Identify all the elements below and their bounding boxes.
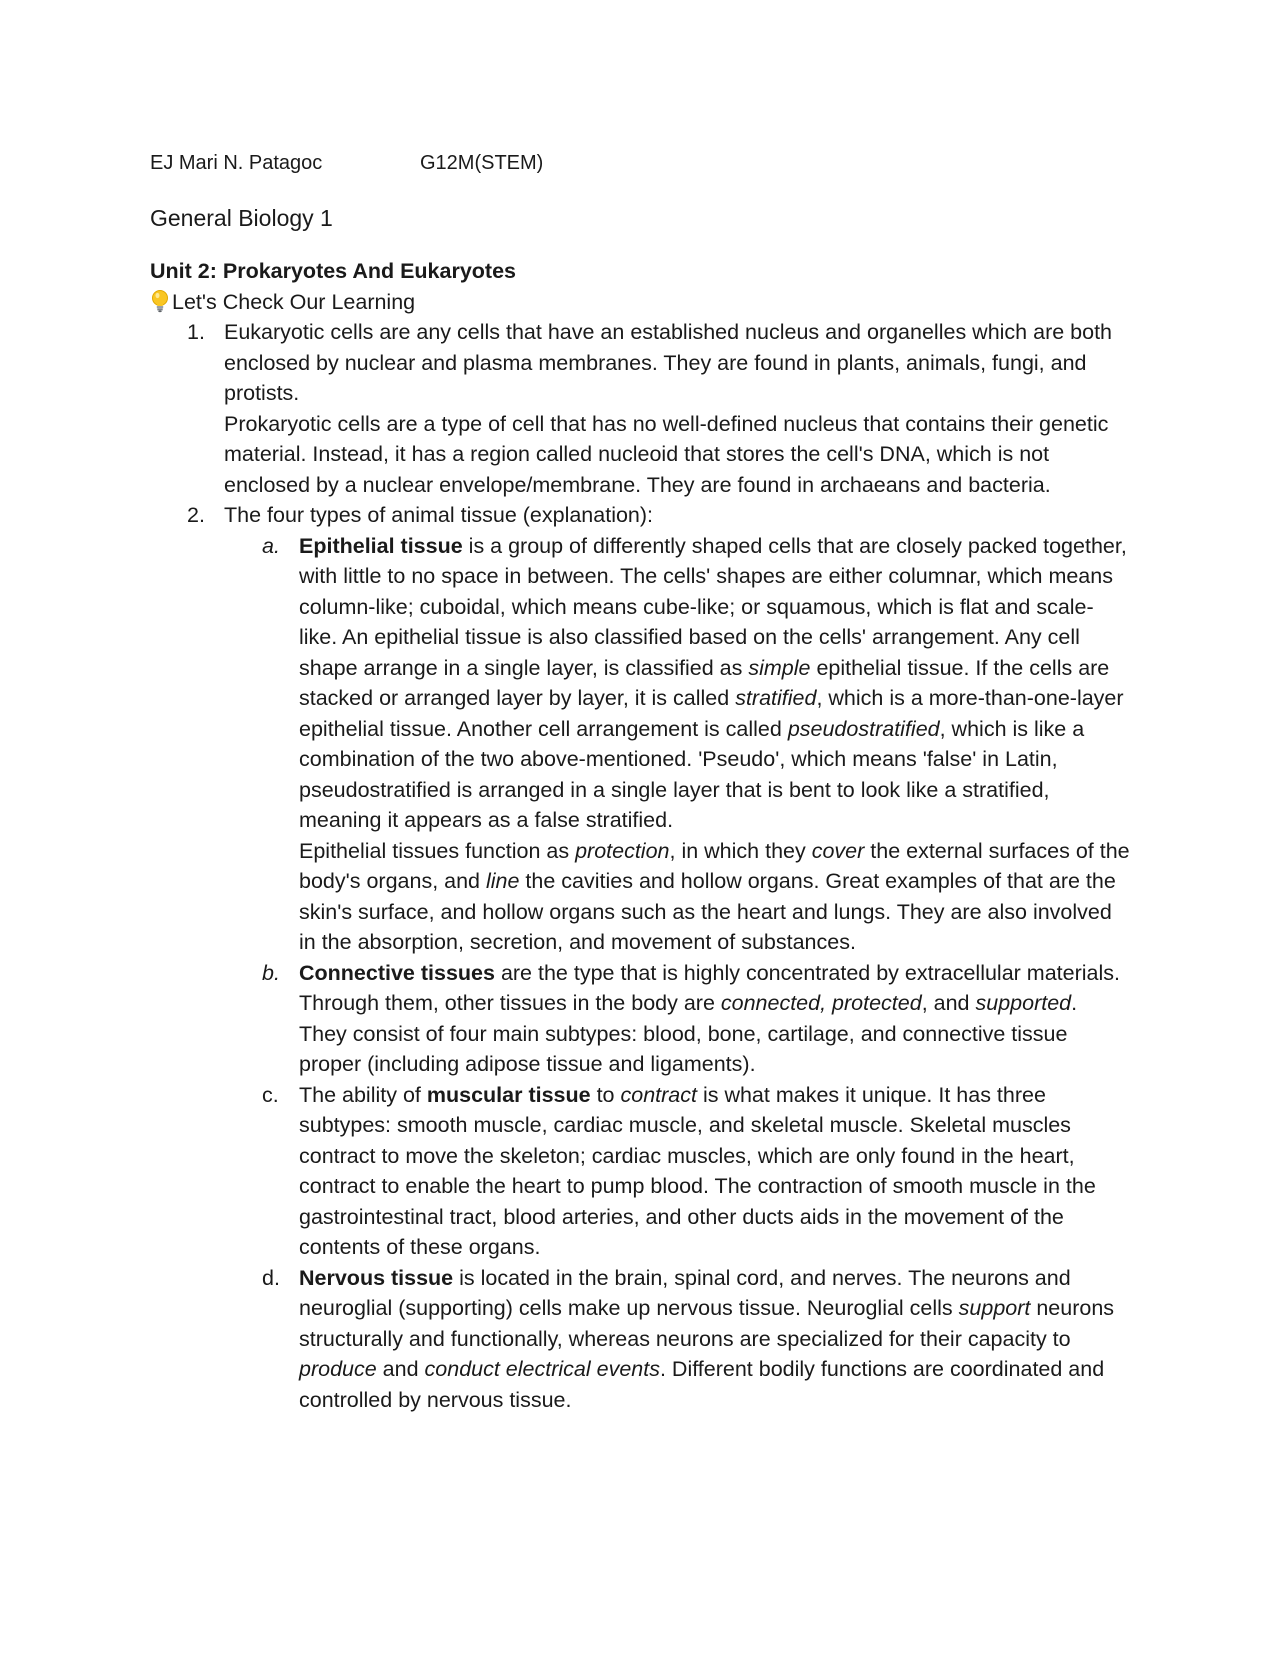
sub-item-connective — [224, 958, 1130, 1080]
text-run: neurons structurally and functionally, whereas neurons are specialized for their capacity to — [299, 1296, 1115, 1351]
text-run: , and — [921, 991, 976, 1015]
tissue-intro: The four types of animal tissue (explanation): — [224, 503, 654, 527]
emphasis: line — [485, 869, 520, 893]
text-run: is located in the brain, spinal cord, and nerves. The neurons and neuroglial (supporting) cells make up nervous tissue. Neuroglial cells — [299, 1265, 1071, 1320]
tissue-list — [224, 531, 1130, 1416]
text-run: , which is a more-than-one-layer epithelial tissue. Another cell arrangement is called — [299, 686, 1124, 741]
text-run: The ability of — [299, 1082, 427, 1107]
emphasis: pseudostratified — [787, 716, 940, 741]
emphasis: support — [958, 1296, 1031, 1320]
text-run: is what makes it unique. It has three subtypes: smooth muscle, cardiac muscle, and skeletal muscle. Skeletal muscles contract to move the skeleton; cardiac muscles, which are only found in the heart, contract to enable the heart to pump blood. The contraction of smooth muscle in the gastrointestinal tract, blood arteries, and other ducts aids in the movement of the contents of these organs. — [299, 1082, 1096, 1259]
list-item-2 — [150, 500, 1130, 1415]
list-marker: 1. — [187, 320, 205, 344]
text-run: epithelial tissue. If the cells are stacked or arranged layer by layer, it is called — [299, 655, 1110, 710]
emphasis: cover — [811, 838, 865, 863]
eukaryotic-paragraph: Eukaryotic cells are any cells that have an established nucleus and organelles which are both enclosed by nuclear and plasma membranes. They are found in plants, animals, fungi, and protists. — [224, 320, 1112, 405]
muscular-term: muscular tissue — [426, 1082, 591, 1107]
subject-title: General Biology 1 — [150, 205, 333, 231]
text-run: . They consist of four main subtypes: blood, bone, cartilage, and connective tissue proper (including adipose tissue and ligaments). — [299, 991, 1078, 1076]
emphasis: conduct electrical events — [424, 1357, 660, 1381]
header-line — [150, 148, 1130, 178]
nervous-paragraph — [299, 1263, 1130, 1416]
text-run: and — [376, 1357, 425, 1381]
unit-title: Unit 2: Prokaryotes And Eukaryotes — [150, 259, 517, 283]
emphasis: simple — [748, 655, 811, 680]
epithelial-paragraph-2 — [299, 836, 1130, 958]
text-run: are the type that is highly concentrated by extracellular materials. Through them, other tissues in the body are — [299, 960, 1120, 1015]
student-name: EJ Mari N. Patagoc — [150, 152, 323, 174]
text-run: is a group of differently shaped cells that are closely packed together, with little to no space in between. The cells' shapes are either columnar, which means column-like; cuboidal, which means cube-like; or squamous, which is flat and scale-like. An epithelial tissue is also classified based on the cells' arrangement. Any cell shape arrange in a single layer, is classified as — [299, 533, 1127, 680]
text-run: the cavities and hollow organs. Great examples of that are the skin's surface, and hollow organs such as the heart and lungs. They are also involved in the absorption, secretion, and movement of substances. — [299, 869, 1116, 954]
text-run: . Different bodily functions are coordinated and controlled by nervous tissue. — [299, 1357, 1105, 1412]
text-run: , in which they — [669, 838, 812, 863]
sub-item-nervous — [224, 1263, 1130, 1416]
epithelial-term: Epithelial tissue — [299, 533, 463, 558]
text-run: the external surfaces of the body's organs, and — [299, 838, 1130, 893]
emphasis: produce — [299, 1357, 377, 1381]
text-run: to — [590, 1082, 621, 1107]
sub-marker: b. — [262, 960, 280, 985]
emphasis: contract — [620, 1082, 697, 1107]
document-page — [150, 148, 1130, 1415]
epithelial-paragraph-1 — [299, 531, 1130, 836]
sub-marker: a. — [262, 533, 280, 558]
emphasis: protection — [575, 838, 670, 863]
sub-marker: c. — [262, 1082, 279, 1107]
sub-item-epithelial — [224, 531, 1130, 958]
connective-paragraph — [299, 958, 1130, 1080]
question-list — [150, 317, 1130, 1415]
prokaryotic-paragraph: Prokaryotic cells are a type of cell that has no well-defined nucleus that contains their genetic material. Instead, it has a region called nucleoid that stores the cell's DNA, which is not enclosed by a nuclear envelope/membrane. They are found in archaeans and bacteria. — [224, 411, 1109, 497]
sub-item-muscular — [224, 1080, 1130, 1263]
emphasis: stratified — [735, 686, 817, 710]
check-learning-label: Let's Check Our Learning — [172, 289, 416, 314]
lightbulb-icon — [150, 289, 170, 313]
emphasis: connected, protected — [720, 991, 922, 1015]
list-marker: 2. — [187, 503, 205, 527]
muscular-paragraph — [299, 1080, 1130, 1263]
class-code: G12M(STEM) — [420, 152, 544, 174]
text-run: , which is like a combination of the two above-mentioned. 'Pseudo', which means 'false' in Latin, pseudostratified is arranged in a single layer that is bent to look like a stratified, meaning it appears as a false stratified. — [299, 716, 1085, 832]
sub-marker: d. — [262, 1265, 280, 1290]
text-run: Epithelial tissues function as — [299, 838, 576, 863]
emphasis: supported — [975, 991, 1072, 1015]
check-learning-heading — [150, 287, 1130, 318]
nervous-term: Nervous tissue — [299, 1265, 454, 1290]
connective-term: Connective tissues — [299, 960, 495, 985]
list-item-1 — [150, 317, 1130, 500]
